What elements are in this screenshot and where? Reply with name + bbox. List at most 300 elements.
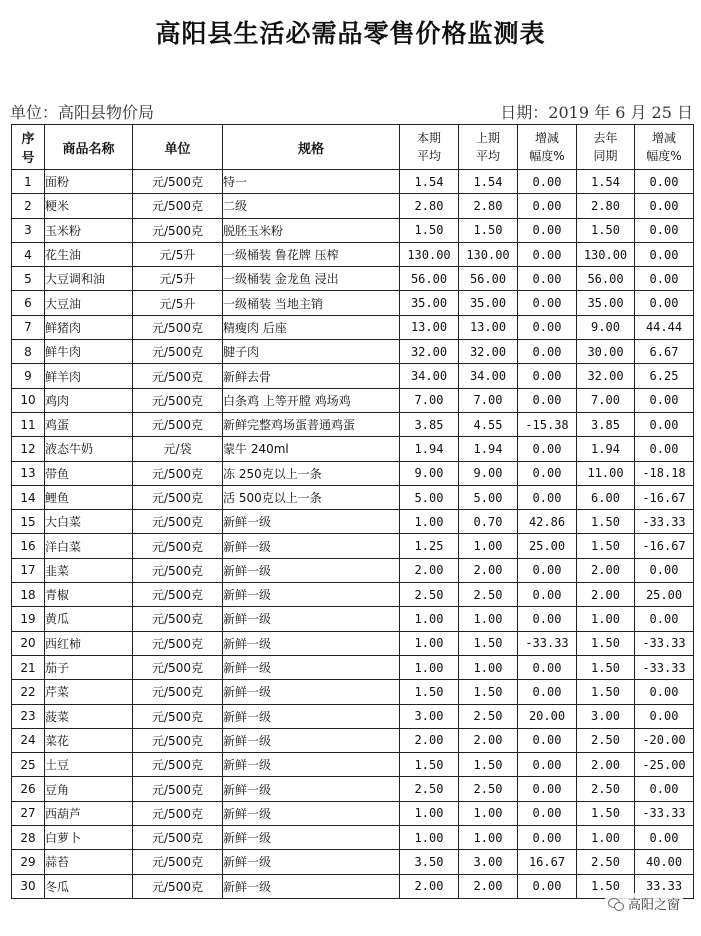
cell-unit: 元/500克 [133, 315, 223, 339]
cell-yoy-change-pct: 0.00 [635, 267, 694, 291]
cell-name: 西葫芦 [45, 801, 133, 825]
cell-last-year: 2.00 [577, 558, 635, 582]
cell-last-year: 9.00 [577, 315, 635, 339]
cell-last-year: 1.94 [577, 437, 635, 461]
cell-last-year: 1.50 [577, 510, 635, 534]
cell-yoy-change-pct: 33.33 [635, 874, 694, 898]
cell-spec: 蒙牛 240ml [223, 437, 400, 461]
cell-change-pct: 0.00 [518, 388, 577, 412]
cell-current-avg: 2.00 [400, 558, 459, 582]
cell-name: 玉米粉 [45, 218, 133, 242]
cell-change-pct: 0.00 [518, 170, 577, 194]
cell-last-year: 6.00 [577, 485, 635, 509]
cell-previous-avg: 1.50 [459, 680, 518, 704]
cell-spec: 新鲜完整鸡场蛋普通鸡蛋 [223, 412, 400, 436]
cell-spec: 新鲜一级 [223, 631, 400, 655]
table-row [12, 388, 694, 412]
cell-change-pct: 42.86 [518, 510, 577, 534]
cell-yoy-change-pct: 0.00 [635, 170, 694, 194]
cell-current-avg: 2.80 [400, 194, 459, 218]
cell-name: 芹菜 [45, 680, 133, 704]
cell-name: 黄瓜 [45, 607, 133, 631]
cell-spec: 白条鸡 上等开膛 鸡场鸡 [223, 388, 400, 412]
table-row [12, 510, 694, 534]
cell-spec: 新鲜一级 [223, 680, 400, 704]
cell-change-pct: 0.00 [518, 801, 577, 825]
cell-unit: 元/500克 [133, 534, 223, 558]
cell-current-avg: 1.54 [400, 170, 459, 194]
cell-last-year: 32.00 [577, 364, 635, 388]
header-unit: 单位 [133, 125, 223, 170]
cell-name: 鲜牛肉 [45, 340, 133, 364]
cell-last-year: 1.50 [577, 655, 635, 679]
cell-yoy-change-pct: -33.33 [635, 655, 694, 679]
cell-current-avg: 34.00 [400, 364, 459, 388]
cell-spec: 冻 250克以上一条 [223, 461, 400, 485]
cell-name: 青椒 [45, 583, 133, 607]
cell-previous-avg: 2.80 [459, 194, 518, 218]
cell-unit: 元/500克 [133, 655, 223, 679]
cell-spec: 精瘦肉 后座 [223, 315, 400, 339]
cell-name: 花生油 [45, 242, 133, 266]
cell-change-pct: 0.00 [518, 315, 577, 339]
cell-current-avg: 1.00 [400, 510, 459, 534]
cell-unit: 元/5升 [133, 242, 223, 266]
cell-previous-avg: 2.00 [459, 558, 518, 582]
cell-previous-avg: 1.94 [459, 437, 518, 461]
cell-seq: 19 [12, 607, 45, 631]
cell-seq: 4 [12, 242, 45, 266]
cell-seq: 1 [12, 170, 45, 194]
cell-change-pct: 0.00 [518, 364, 577, 388]
cell-yoy-change-pct: -16.67 [635, 534, 694, 558]
cell-unit: 元/500克 [133, 826, 223, 850]
table-row [12, 242, 694, 266]
cell-yoy-change-pct: -33.33 [635, 631, 694, 655]
cell-previous-avg: 3.00 [459, 850, 518, 874]
cell-seq: 25 [12, 753, 45, 777]
cell-yoy-change-pct: 0.00 [635, 437, 694, 461]
cell-spec: 二级 [223, 194, 400, 218]
table-row [12, 607, 694, 631]
cell-last-year: 56.00 [577, 267, 635, 291]
cell-yoy-change-pct: 44.44 [635, 315, 694, 339]
cell-current-avg: 1.94 [400, 437, 459, 461]
cell-yoy-change-pct: 40.00 [635, 850, 694, 874]
table-row [12, 340, 694, 364]
cell-yoy-change-pct: 0.00 [635, 194, 694, 218]
table-row [12, 267, 694, 291]
cell-change-pct: 0.00 [518, 777, 577, 801]
cell-last-year: 1.50 [577, 218, 635, 242]
cell-unit: 元/500克 [133, 607, 223, 631]
table-row [12, 412, 694, 436]
table-row [12, 485, 694, 509]
cell-spec: 新鲜一级 [223, 558, 400, 582]
cell-current-avg: 13.00 [400, 315, 459, 339]
cell-previous-avg: 5.00 [459, 485, 518, 509]
cell-yoy-change-pct: -18.18 [635, 461, 694, 485]
cell-name: 大白菜 [45, 510, 133, 534]
cell-seq: 24 [12, 728, 45, 752]
cell-previous-avg: 1.54 [459, 170, 518, 194]
cell-yoy-change-pct: -33.33 [635, 801, 694, 825]
cell-previous-avg: 35.00 [459, 291, 518, 315]
cell-yoy-change-pct: 0.00 [635, 680, 694, 704]
cell-previous-avg: 1.50 [459, 631, 518, 655]
cell-yoy-change-pct: -20.00 [635, 728, 694, 752]
cell-spec: 新鲜一级 [223, 583, 400, 607]
cell-previous-avg: 32.00 [459, 340, 518, 364]
table-row [12, 850, 694, 874]
cell-previous-avg: 1.00 [459, 655, 518, 679]
cell-spec: 新鲜一级 [223, 607, 400, 631]
cell-seq: 9 [12, 364, 45, 388]
cell-yoy-change-pct: 0.00 [635, 558, 694, 582]
cell-seq: 15 [12, 510, 45, 534]
cell-unit: 元/500克 [133, 753, 223, 777]
cell-change-pct: -15.38 [518, 412, 577, 436]
cell-current-avg: 1.00 [400, 801, 459, 825]
cell-last-year: 2.00 [577, 583, 635, 607]
cell-spec: 新鲜一级 [223, 777, 400, 801]
cell-unit: 元/500克 [133, 340, 223, 364]
cell-name: 菜花 [45, 728, 133, 752]
table-row [12, 194, 694, 218]
cell-previous-avg: 2.00 [459, 728, 518, 752]
cell-yoy-change-pct: 0.00 [635, 412, 694, 436]
cell-unit: 元/500克 [133, 558, 223, 582]
cell-spec: 新鲜一级 [223, 655, 400, 679]
table-row [12, 437, 694, 461]
cell-spec: 腱子肉 [223, 340, 400, 364]
cell-change-pct: 0.00 [518, 291, 577, 315]
cell-name: 洋白菜 [45, 534, 133, 558]
cell-current-avg: 1.00 [400, 655, 459, 679]
cell-current-avg: 1.50 [400, 218, 459, 242]
cell-previous-avg: 1.00 [459, 826, 518, 850]
cell-spec: 活 500克以上一条 [223, 485, 400, 509]
cell-name: 鸡蛋 [45, 412, 133, 436]
cell-current-avg: 9.00 [400, 461, 459, 485]
cell-previous-avg: 1.00 [459, 534, 518, 558]
header-spec: 规格 [223, 125, 400, 170]
cell-current-avg: 1.00 [400, 826, 459, 850]
cell-name: 鸡肉 [45, 388, 133, 412]
cell-yoy-change-pct: -33.33 [635, 510, 694, 534]
cell-change-pct: 0.00 [518, 267, 577, 291]
cell-name: 韭菜 [45, 558, 133, 582]
table-row [12, 874, 694, 898]
cell-change-pct: 0.00 [518, 437, 577, 461]
cell-unit: 元/500克 [133, 461, 223, 485]
cell-name: 带鱼 [45, 461, 133, 485]
cell-unit: 元/5升 [133, 291, 223, 315]
cell-previous-avg: 0.70 [459, 510, 518, 534]
cell-spec: 新鲜一级 [223, 510, 400, 534]
cell-unit: 元/500克 [133, 485, 223, 509]
cell-unit: 元/500克 [133, 412, 223, 436]
cell-yoy-change-pct: 0.00 [635, 704, 694, 728]
cell-seq: 30 [12, 874, 45, 898]
cell-last-year: 1.50 [577, 680, 635, 704]
cell-seq: 22 [12, 680, 45, 704]
cell-yoy-change-pct: 0.00 [635, 291, 694, 315]
cell-unit: 元/500克 [133, 364, 223, 388]
cell-last-year: 35.00 [577, 291, 635, 315]
cell-seq: 6 [12, 291, 45, 315]
cell-current-avg: 1.00 [400, 631, 459, 655]
table-row [12, 534, 694, 558]
watermark-text: 高阳之窗 [627, 898, 680, 913]
cell-last-year: 1.00 [577, 607, 635, 631]
header-previous-avg: 上期 平均 [459, 125, 518, 170]
cell-change-pct: 20.00 [518, 704, 577, 728]
cell-current-avg: 3.50 [400, 850, 459, 874]
cell-previous-avg: 2.50 [459, 777, 518, 801]
cell-seq: 16 [12, 534, 45, 558]
cell-spec: 新鲜一级 [223, 534, 400, 558]
cell-unit: 元/500克 [133, 680, 223, 704]
cell-previous-avg: 4.55 [459, 412, 518, 436]
cell-current-avg: 35.00 [400, 291, 459, 315]
cell-name: 面粉 [45, 170, 133, 194]
cell-change-pct: 0.00 [518, 728, 577, 752]
cell-unit: 元/袋 [133, 437, 223, 461]
cell-change-pct: 0.00 [518, 218, 577, 242]
table-row [12, 170, 694, 194]
cell-spec: 新鲜一级 [223, 801, 400, 825]
cell-seq: 18 [12, 583, 45, 607]
table-row [12, 461, 694, 485]
cell-previous-avg: 1.00 [459, 607, 518, 631]
table-row [12, 291, 694, 315]
cell-unit: 元/500克 [133, 704, 223, 728]
header-yoy-change-pct: 增减 幅度% [635, 125, 694, 170]
cell-change-pct: 0.00 [518, 461, 577, 485]
cell-change-pct: -33.33 [518, 631, 577, 655]
cell-current-avg: 32.00 [400, 340, 459, 364]
cell-spec: 一级桶装 当地主销 [223, 291, 400, 315]
cell-seq: 11 [12, 412, 45, 436]
cell-change-pct: 0.00 [518, 194, 577, 218]
cell-current-avg: 1.25 [400, 534, 459, 558]
cell-unit: 元/500克 [133, 194, 223, 218]
cell-name: 冬瓜 [45, 874, 133, 898]
cell-last-year: 11.00 [577, 461, 635, 485]
cell-current-avg: 56.00 [400, 267, 459, 291]
header-name: 商品名称 [45, 125, 133, 170]
cell-change-pct: 0.00 [518, 753, 577, 777]
table-row [12, 728, 694, 752]
cell-spec: 新鲜一级 [223, 874, 400, 898]
cell-yoy-change-pct: -16.67 [635, 485, 694, 509]
cell-previous-avg: 130.00 [459, 242, 518, 266]
cell-seq: 8 [12, 340, 45, 364]
cell-unit: 元/500克 [133, 874, 223, 898]
table-row [12, 558, 694, 582]
cell-spec: 新鲜一级 [223, 728, 400, 752]
header-change-pct: 增减 幅度% [518, 125, 577, 170]
table-row [12, 583, 694, 607]
cell-change-pct: 0.00 [518, 874, 577, 898]
cell-yoy-change-pct: -25.00 [635, 753, 694, 777]
cell-seq: 3 [12, 218, 45, 242]
cell-seq: 10 [12, 388, 45, 412]
cell-spec: 脱胚玉米粉 [223, 218, 400, 242]
cell-yoy-change-pct: 0.00 [635, 242, 694, 266]
cell-seq: 20 [12, 631, 45, 655]
cell-seq: 17 [12, 558, 45, 582]
date-label: 日期：2019 年 6 月 25 日 [500, 103, 693, 122]
cell-seq: 5 [12, 267, 45, 291]
table-row [12, 364, 694, 388]
cell-spec: 一级桶装 金龙鱼 浸出 [223, 267, 400, 291]
cell-seq: 27 [12, 801, 45, 825]
cell-last-year: 1.00 [577, 826, 635, 850]
cell-last-year: 2.50 [577, 777, 635, 801]
cell-seq: 7 [12, 315, 45, 339]
watermark [605, 893, 683, 914]
cell-change-pct: 0.00 [518, 583, 577, 607]
cell-unit: 元/500克 [133, 170, 223, 194]
table-row [12, 753, 694, 777]
meta-line [10, 100, 693, 124]
cell-change-pct: 25.00 [518, 534, 577, 558]
cell-last-year: 2.80 [577, 194, 635, 218]
cell-name: 鲜羊肉 [45, 364, 133, 388]
cell-unit: 元/500克 [133, 631, 223, 655]
cell-previous-avg: 56.00 [459, 267, 518, 291]
cell-current-avg: 7.00 [400, 388, 459, 412]
table-row [12, 218, 694, 242]
cell-spec: 新鲜去骨 [223, 364, 400, 388]
cell-yoy-change-pct: 0.00 [635, 218, 694, 242]
cell-current-avg: 2.50 [400, 777, 459, 801]
cell-current-avg: 1.00 [400, 607, 459, 631]
page-title: 高阳县生活必需品零售价格监测表 [155, 19, 546, 48]
cell-unit: 元/500克 [133, 850, 223, 874]
cell-change-pct: 0.00 [518, 680, 577, 704]
table-row [12, 801, 694, 825]
cell-yoy-change-pct: 0.00 [635, 826, 694, 850]
cell-previous-avg: 1.50 [459, 753, 518, 777]
cell-previous-avg: 13.00 [459, 315, 518, 339]
issuer-label: 单位：高阳县物价局 [10, 103, 155, 122]
table-row [12, 704, 694, 728]
cell-seq: 21 [12, 655, 45, 679]
table-row [12, 631, 694, 655]
cell-last-year: 30.00 [577, 340, 635, 364]
cell-previous-avg: 7.00 [459, 388, 518, 412]
cell-unit: 元/500克 [133, 583, 223, 607]
cell-previous-avg: 2.50 [459, 704, 518, 728]
cell-yoy-change-pct: 0.00 [635, 607, 694, 631]
cell-name: 菠菜 [45, 704, 133, 728]
cell-change-pct: 0.00 [518, 655, 577, 679]
cell-name: 粳米 [45, 194, 133, 218]
cell-unit: 元/500克 [133, 801, 223, 825]
cell-name: 大豆调和油 [45, 267, 133, 291]
cell-spec: 特一 [223, 170, 400, 194]
cell-seq: 2 [12, 194, 45, 218]
cell-unit: 元/500克 [133, 777, 223, 801]
cell-current-avg: 3.85 [400, 412, 459, 436]
cell-name: 鲜猪肉 [45, 315, 133, 339]
cell-name: 豆角 [45, 777, 133, 801]
cell-last-year: 2.50 [577, 850, 635, 874]
cell-yoy-change-pct: 6.25 [635, 364, 694, 388]
cell-last-year: 1.50 [577, 631, 635, 655]
cell-current-avg: 1.50 [400, 680, 459, 704]
cell-seq: 12 [12, 437, 45, 461]
cell-previous-avg: 34.00 [459, 364, 518, 388]
cell-change-pct: 16.67 [518, 850, 577, 874]
cell-current-avg: 1.50 [400, 753, 459, 777]
cell-yoy-change-pct: 0.00 [635, 777, 694, 801]
cell-yoy-change-pct: 0.00 [635, 388, 694, 412]
cell-spec: 新鲜一级 [223, 704, 400, 728]
cell-current-avg: 2.50 [400, 583, 459, 607]
cell-unit: 元/500克 [133, 388, 223, 412]
cell-last-year: 2.00 [577, 753, 635, 777]
header-seq: 序 号 [12, 125, 45, 170]
table-row [12, 826, 694, 850]
cell-unit: 元/5升 [133, 267, 223, 291]
cell-spec: 新鲜一级 [223, 850, 400, 874]
cell-last-year: 2.50 [577, 728, 635, 752]
cell-previous-avg: 2.00 [459, 874, 518, 898]
header-current-avg: 本期 平均 [400, 125, 459, 170]
cell-unit: 元/500克 [133, 728, 223, 752]
cell-last-year: 1.50 [577, 874, 635, 898]
cell-spec: 一级桶装 鲁花牌 压榨 [223, 242, 400, 266]
cell-change-pct: 0.00 [518, 558, 577, 582]
cell-unit: 元/500克 [133, 218, 223, 242]
table-row [12, 680, 694, 704]
cell-change-pct: 0.00 [518, 826, 577, 850]
cell-last-year: 130.00 [577, 242, 635, 266]
cell-last-year: 3.85 [577, 412, 635, 436]
cell-change-pct: 0.00 [518, 607, 577, 631]
cell-name: 鲤鱼 [45, 485, 133, 509]
header-last-year: 去年 同期 [577, 125, 635, 170]
cell-last-year: 1.50 [577, 801, 635, 825]
cell-current-avg: 130.00 [400, 242, 459, 266]
cell-previous-avg: 1.00 [459, 801, 518, 825]
cell-change-pct: 0.00 [518, 340, 577, 364]
cell-name: 蒜苔 [45, 850, 133, 874]
price-table [11, 124, 694, 899]
cell-seq: 28 [12, 826, 45, 850]
cell-last-year: 3.00 [577, 704, 635, 728]
header-row [12, 125, 694, 170]
cell-spec: 新鲜一级 [223, 826, 400, 850]
cell-name: 土豆 [45, 753, 133, 777]
cell-previous-avg: 1.50 [459, 218, 518, 242]
cell-current-avg: 5.00 [400, 485, 459, 509]
cell-unit: 元/500克 [133, 510, 223, 534]
cell-last-year: 1.50 [577, 534, 635, 558]
cell-name: 大豆油 [45, 291, 133, 315]
cell-last-year: 7.00 [577, 388, 635, 412]
cell-yoy-change-pct: 6.67 [635, 340, 694, 364]
table-row [12, 655, 694, 679]
cell-spec: 新鲜一级 [223, 753, 400, 777]
cell-seq: 13 [12, 461, 45, 485]
cell-previous-avg: 2.50 [459, 583, 518, 607]
cell-seq: 23 [12, 704, 45, 728]
